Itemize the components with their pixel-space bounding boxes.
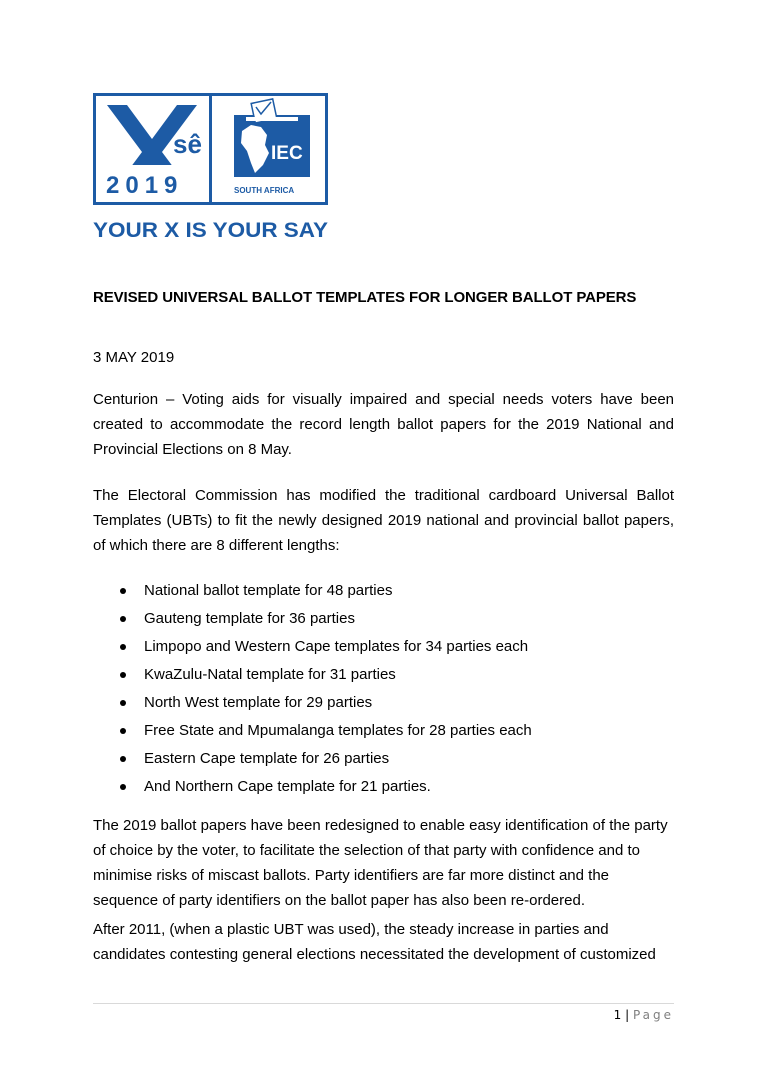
logo-slogan: YOUR X IS YOUR SAY bbox=[93, 218, 328, 241]
list-item-text: National ballot template for 48 parties bbox=[144, 582, 393, 599]
paragraph-1: Centurion – Voting aids for visually impaired and special needs voters have been created to accommodate the record length ballot papers for the 2019 National and Provincial Elections on 8 May. bbox=[93, 391, 674, 458]
list-item bbox=[93, 578, 674, 606]
bullet-icon bbox=[120, 672, 126, 678]
list-item bbox=[93, 746, 674, 774]
logo-org: IEC bbox=[271, 143, 303, 164]
list-item-text: Free State and Mpumalanga templates for 28 parties each bbox=[144, 722, 532, 739]
list-item bbox=[93, 690, 674, 718]
list-item-text: Limpopo and Western Cape templates for 34 parties each bbox=[144, 638, 529, 655]
bullet-icon bbox=[120, 644, 126, 650]
list-item-text: North West template for 29 parties bbox=[144, 694, 373, 711]
ballot-template-list bbox=[93, 578, 674, 802]
iec-2019-logo bbox=[93, 93, 328, 241]
list-item-text: Gauteng template for 36 parties bbox=[144, 610, 355, 627]
list-item bbox=[93, 718, 674, 746]
bullet-icon bbox=[120, 756, 126, 762]
bullet-icon bbox=[120, 588, 126, 594]
logo-country: SOUTH AFRICA bbox=[234, 186, 295, 195]
list-item bbox=[93, 774, 674, 802]
se-mark-text: sê bbox=[173, 129, 202, 159]
page-label: Page bbox=[632, 1008, 674, 1022]
list-item-text: And Northern Cape template for 21 parties. bbox=[144, 778, 431, 795]
ballot-box-icon bbox=[234, 99, 310, 177]
paragraph-3: The 2019 ballot papers have been redesigned to enable easy identification of the party of choice by the voter, to facilitate the selection of that party with confidence and to minimise risks of miscast ballots. Party identifiers are far more distinct and the sequence of party identifiers on the ballot paper has also been re-ordered. bbox=[93, 817, 668, 909]
logo-year: 2019 bbox=[106, 172, 184, 199]
bullet-icon bbox=[120, 700, 126, 706]
footer-separator: | bbox=[625, 1008, 630, 1022]
list-item-text: Eastern Cape template for 26 parties bbox=[144, 750, 390, 767]
document-heading: REVISED UNIVERSAL BALLOT TEMPLATES FOR LONGER BALLOT PAPERS bbox=[93, 289, 637, 306]
bullet-icon bbox=[120, 728, 126, 734]
bullet-icon bbox=[120, 616, 126, 622]
page-number: 1 bbox=[613, 1008, 622, 1022]
list-item bbox=[93, 606, 674, 634]
footer-divider bbox=[93, 1003, 674, 1004]
document-date: 3 MAY 2019 bbox=[93, 349, 175, 366]
paragraph-4: After 2011, (when a plastic UBT was used), the steady increase in parties and candidates contesting general elections necessitated the development of customized bbox=[93, 921, 656, 963]
paragraph-2: The Electoral Commission has modified the traditional cardboard Universal Ballot Templates (UBTs) to fit the newly designed 2019 national and provincial ballot papers, of which there are 8 different lengths: bbox=[93, 487, 674, 554]
bullet-icon bbox=[120, 784, 126, 790]
page-footer bbox=[614, 1007, 674, 1023]
list-item-text: KwaZulu-Natal template for 31 parties bbox=[144, 666, 396, 683]
list-item bbox=[93, 634, 674, 662]
list-item bbox=[93, 662, 674, 690]
